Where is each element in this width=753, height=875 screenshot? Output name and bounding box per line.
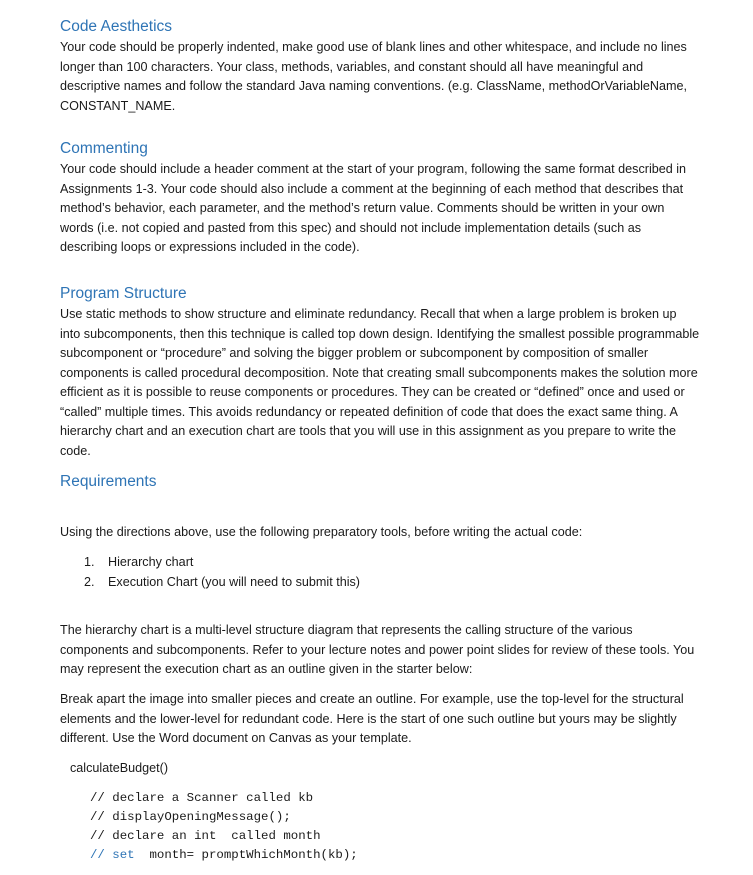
requirements-list: [60, 553, 700, 592]
code-line: [60, 808, 700, 827]
code-line-text: // displayOpeningMessage();: [90, 810, 291, 824]
list-item: [60, 553, 700, 573]
list-item-number: 1.: [84, 555, 95, 569]
code-line: [60, 789, 700, 808]
section-program-structure: [60, 284, 700, 461]
section-requirements: [60, 472, 700, 492]
hierarchy-chart-paragraph: The hierarchy chart is a multi-level structure diagram that represents the calling structure of the various components and subcomponents. Refer to your lecture notes and power point slides for review of these tools. You may represent the execution chart as an outline given in the starter below:: [60, 623, 695, 676]
outline-method-title: calculateBudget(): [70, 761, 169, 775]
code-line-text: // declare an int called month: [90, 829, 321, 843]
requirements-intro: Using the directions above, use the following preparatory tools, before writing the actual code:: [60, 525, 583, 539]
list-item-text: Execution Chart (you will need to submit this): [108, 574, 360, 589]
heading-code-aesthetics: Code Aesthetics: [60, 18, 173, 35]
program-structure-body: Use static methods to show structure and eliminate redundancy. Recall that when a large problem is broken up into subcomponents, then this technique is called top down design. Identifying the smallest possible programmable subcomponent or “procedure” and solving the bigger problem or subcomponent by composition of smaller components is called procedural decomposition. Note that creating small subcomponents makes the solution more efficient as it is possible to reuse components or procedures. They can be created or “defined” once and used or “called” multiple times. This avoids redundancy or repeated definition of code that does the exact same thing. A hierarchy chart and an execution chart are tools that you will use in this assignment as you prepare to write the code.: [60, 307, 700, 458]
code-line: [60, 827, 700, 846]
heading-commenting: Commenting: [60, 140, 148, 157]
code-aesthetics-body: Your code should be properly indented, make good use of blank lines and other whitespace, and include no lines longer than 100 characters. Your class, methods, variables, and constant should all have meaningful and descriptive names and follow the standard Java naming conventions. (e.g. ClassName, methodOrVariableName, CONSTANT_NAME.: [60, 40, 687, 113]
code-outline: [60, 789, 700, 865]
list-item-number: 2.: [84, 574, 95, 589]
code-line-text: // declare a Scanner called kb: [90, 791, 314, 805]
code-line-comment-prefix: // set: [90, 848, 135, 862]
section-code-aesthetics: [60, 17, 700, 116]
commenting-body: Your code should include a header comment at the start of your program, following the same format described in Assignments 1-3. Your code should also include a comment at the beginning of each method that describes that method’s behavior, each parameter, and the method’s return value. Comments should be written in your own words (i.e. not copied and pasted from this spec) and should not include implementation details (such as describing loops or expressions included in the code).: [60, 162, 687, 254]
outline-instructions-paragraph: Break apart the image into smaller pieces and create an outline. For example, use the top-level for the structural elements and the lower-level for redundant code. Here is the start of one such outline but yours may be slightly different. Use the Word document on Canvas as your template.: [60, 692, 684, 745]
heading-program-structure: Program Structure: [60, 285, 187, 302]
code-line-text: month= promptWhichMonth(kb);: [134, 848, 358, 862]
section-commenting: [60, 139, 700, 258]
heading-requirements: Requirements: [60, 473, 157, 490]
code-line: [60, 846, 700, 865]
list-item-text: Hierarchy chart: [108, 555, 194, 569]
list-item: [60, 573, 700, 593]
